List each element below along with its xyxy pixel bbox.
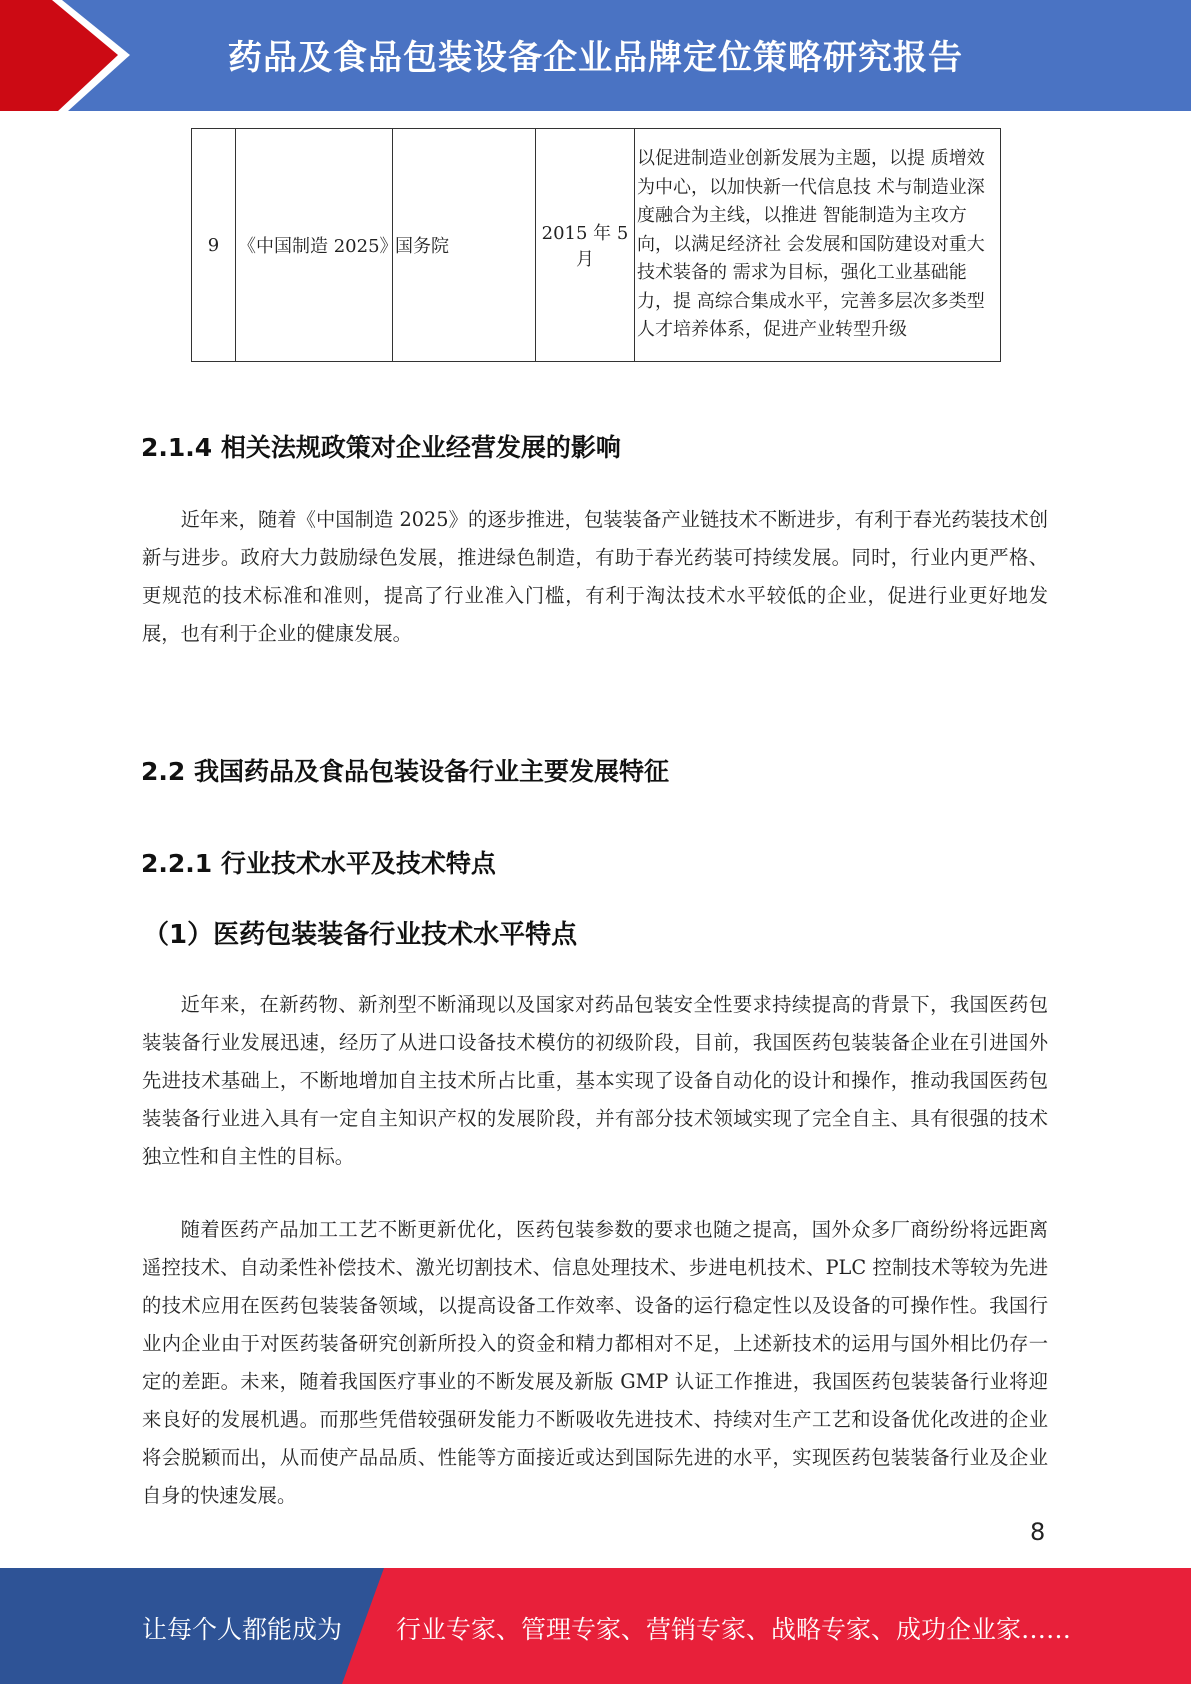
footer-slogan-right: 行业专家、管理专家、营销专家、战略专家、成功企业家…… bbox=[396, 1615, 1072, 1644]
paragraph: 近年来，随着《中国制造 2025》的逐步推进，包装装备产业链技术不断进步，有利于春光药装技术创新与进步。政府大力鼓励绿色发展，推进绿色制造，有助于春光药装可持续发展。同时，行业内更严格、更规范的技术标准和准则，提高了行业准入门槛，有利于淘汰技术水平较低的企业，促进行业更好地发展，也有利于企业的健康发展。 bbox=[142, 508, 1048, 645]
policy-issuer: 国务院 bbox=[393, 129, 536, 362]
heading-2-1-4: 2.1.4 相关法规政策对企业经营发展的影响 bbox=[141, 433, 621, 462]
policy-content: 以促进制造业创新发展为主题，以提 质增效为中心，以加快新一代信息技 术与制造业深度融合为主线，以推进 智能制造为主攻方向，以满足经济社 会发展和国防建设对重大技术装备的 需求为目标，强化工业基础能力，提 高综合集成水平，完善多层次多类型 人才培养体系，促进产业转型升级 bbox=[635, 129, 1001, 362]
page-header bbox=[0, 0, 1191, 111]
policy-date: 2015 年 5 月 bbox=[536, 129, 635, 362]
paragraph: 随着医药产品加工工艺不断更新优化，医药包装参数的要求也随之提高，国外众多厂商纷纷将远距离遥控技术、自动柔性补偿技术、激光切割技术、信息处理技术、步进电机技术、PLC 控制技术等较为先进的技术应用在医药包装装备领域，以提高设备工作效率、设备的运行稳定性以及设备的可操作性。我国行业内企业由于对医药装备研究创新所投入的资金和精力都相对不足，上述新技术的运用与国外相比仍存一定的差距。未来，随着我国医疗事业的不断发展及新版 GMP 认证工作推进，我国医药包装装备行业将迎来良好的发展机遇。而那些凭借较强研发能力不断吸收先进技术、持续对生产工艺和设备优化改进的企业将会脱颖而出，从而使产品品质、性能等方面接近或达到国际先进的水平，实现医药包装装备行业及企业自身的快速发展。 bbox=[142, 1218, 1048, 1507]
page-number: 8 bbox=[1030, 1518, 1046, 1546]
footer-slogan-left: 让每个人都能成为 bbox=[142, 1615, 343, 1644]
heading-2-2-1: 2.2.1 行业技术水平及技术特点 bbox=[141, 849, 496, 878]
paragraph: 近年来，在新药物、新剂型不断涌现以及国家对药品包装安全性要求持续提高的背景下，我国医药包装装备行业发展迅速，经历了从进口设备技术模仿的初级阶段，目前，我国医药包装装备企业在引进国外先进技术基础上，不断地增加自主技术所占比重，基本实现了设备自动化的设计和操作，推动我国医药包装装备行业进入具有一定自主知识产权的发展阶段，并有部分技术领域实现了完全自主、具有很强的技术独立性和自主性的目标。 bbox=[142, 993, 1048, 1168]
header-red-arrow bbox=[0, 0, 150, 111]
policy-name: 《中国制造 2025》 bbox=[236, 129, 393, 362]
heading-2-2-1-1: （1）医药包装装备行业技术水平特点 bbox=[143, 920, 578, 950]
table-row bbox=[192, 129, 1001, 362]
page-footer bbox=[0, 1568, 1191, 1684]
row-number: 9 bbox=[192, 129, 236, 362]
policy-table bbox=[191, 128, 1001, 362]
report-title: 药品及食品包装设备企业品牌定位策略研究报告 bbox=[228, 38, 963, 78]
heading-2-2: 2.2 我国药品及食品包装设备行业主要发展特征 bbox=[141, 757, 669, 786]
